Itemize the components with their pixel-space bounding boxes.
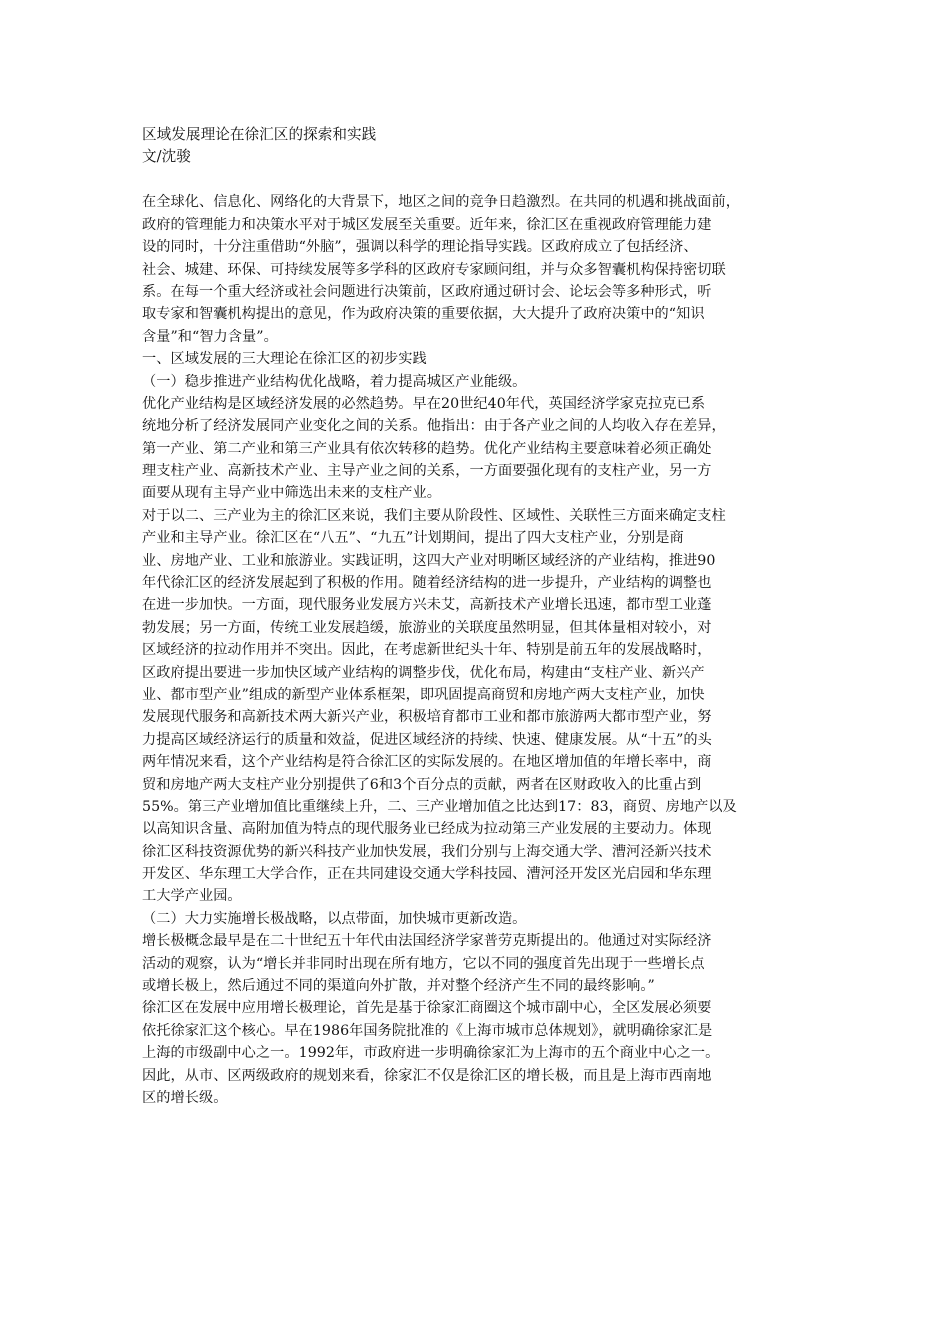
- body-line: 业、房地产业、工业和旅游业。实践证明，这四大产业对明晰区域经济的产业结构，推进90: [142, 552, 716, 569]
- body-line: 55%。第三产业增加值比重继续上升，二、三产业增加值之比达到17：83，商贸、房地产以及: [142, 798, 737, 815]
- body-line: 社会、城建、环保、可持续发展等多学科的区政府专家顾问组，并与众多智囊机构保持密切联: [142, 261, 726, 278]
- body-line: 政府的管理能力和决策水平对于城区发展至关重要。近年来，徐汇区在重视政府管理能力建: [142, 216, 712, 233]
- body-line: 因此，从市、区两级政府的规划来看，徐家汇不仅是徐汇区的增长极，而且是上海市西南地: [142, 1067, 712, 1084]
- document-page: [142, 124, 812, 1109]
- body-line: 增长极概念最早是在二十世纪五十年代由法国经济学家普劳克斯提出的。他通过对实际经济: [142, 933, 712, 950]
- body-line: 徐汇区科技资源优势的新兴科技产业加快发展，我们分别与上海交通大学、漕河泾新兴技术: [142, 843, 712, 860]
- body-line: 依托徐家汇这个核心。早在1986年国务院批准的《上海市城市总体规划》，就明确徐家汇是: [142, 1022, 713, 1039]
- subsection-heading: （一）稳步推进产业结构优化战略，着力提高城区产业能级。: [142, 373, 527, 390]
- blank-line: [142, 169, 812, 192]
- body-line: 年代徐汇区的经济发展起到了积极的作用。随着经济结构的进一步提升，产业结构的调整也: [142, 575, 712, 592]
- section-heading: 一、区域发展的三大理论在徐汇区的初步实践: [142, 351, 427, 368]
- body-line: 徐汇区在发展中应用增长极理论，首先是基于徐家汇商圈这个城市副中心，全区发展必须要: [142, 1000, 712, 1017]
- body-line: 以高知识含量、高附加值为特点的现代服务业已经成为拉动第三产业发展的主要动力。体现: [142, 821, 712, 838]
- article-title: 区域发展理论在徐汇区的探索和实践: [142, 126, 377, 143]
- body-line: 贸和房地产两大支柱产业分别提供了6和3个百分点的贡献，两者在区财政收入的比重占到: [142, 776, 702, 793]
- body-line: 力提高区域经济运行的质量和效益，促进区域经济的持续、快速、健康发展。从“十五”的头: [142, 731, 712, 748]
- body-line: 勃发展；另一方面，传统工业发展趋缓，旅游业的关联度虽然明显，但其体量相对较小，对: [142, 619, 712, 636]
- body-line: 或增长极上，然后通过不同的渠道向外扩散，并对整个经济产生不同的最终影响。”: [142, 978, 655, 995]
- body-line: 区政府提出要进一步加快区域产业结构的调整步伐，优化布局，构建由“支柱产业、新兴产: [142, 664, 705, 681]
- body-line: 系。在每一个重大经济或社会问题进行决策前，区政府通过研讨会、论坛会等多种形式，听: [142, 283, 712, 300]
- body-line: 统地分析了经济发展同产业变化之间的关系。他指出：由于各产业之间的人均收入存在差异，: [142, 418, 726, 435]
- body-line: 工大学产业园。: [142, 888, 242, 905]
- body-line: 对于以二、三产业为主的徐汇区来说，我们主要从阶段性、区域性、关联性三方面来确定支柱: [142, 507, 726, 524]
- body-line: 区域经济的拉动作用并不突出。因此，在考虑新世纪头十年、特别是前五年的发展战略时，: [142, 642, 712, 659]
- body-line: 取专家和智囊机构提出的意见，作为政府决策的重要依据，大大提升了政府决策中的“知识: [142, 306, 705, 323]
- article-byline: 文/沈骏: [142, 148, 191, 166]
- body-line: 区的增长级。: [142, 1090, 228, 1106]
- body-line: 第一产业、第二产业和第三产业具有依次转移的趋势。优化产业结构主要意味着必须正确处: [142, 440, 712, 457]
- body-line: 业、都市型产业”组成的新型产业体系框架，即巩固提高商贸和房地产两大支柱产业，加快: [142, 686, 705, 703]
- body-line: 优化产业结构是区域经济发展的必然趋势。早在20世纪40年代，英国经济学家克拉克已系: [142, 395, 706, 412]
- body-line: 理支柱产业、高新技术产业、主导产业之间的关系，一方面要强化现有的支柱产业，另一方: [142, 463, 712, 480]
- article-body: [142, 191, 812, 1109]
- body-line: 上海的市级副中心之一。1992年，市政府进一步明确徐家汇为上海市的五个商业中心之一。: [142, 1045, 720, 1062]
- subsection-heading: （二）大力实施增长极战略，以点带面，加快城市更新改造。: [142, 910, 527, 927]
- body-line: 产业和主导产业。徐汇区在“八五”、“九五”计划期间，提出了四大支柱产业，分别是商: [142, 530, 684, 547]
- body-line: 开发区、华东理工大学合作，正在共同建设交通大学科技园、漕河泾开发区光启园和华东理: [142, 866, 712, 883]
- body-line: 在进一步加快。一方面，现代服务业发展方兴未艾，高新技术产业增长迅速，都市型工业蓬: [142, 597, 712, 614]
- body-line: 活动的观察，认为“增长并非同时出现在所有地方，它以不同的强度首先出现于一些增长点: [142, 955, 705, 972]
- body-line: 面要从现有主导产业中筛选出未来的支柱产业。: [142, 485, 441, 502]
- body-line: 含量”和“智力含量”。: [142, 328, 278, 345]
- body-line: 在全球化、信息化、网络化的大背景下，地区之间的竞争日趋激烈。在共同的机遇和挑战面前，: [142, 194, 740, 211]
- body-line: 设的同时，十分注重借助“外脑”，强调以科学的理论指导实践。区政府成立了包括经济、: [142, 239, 698, 256]
- body-line: 两年情况来看，这个产业结构是符合徐汇区的实际发展的。在地区增加值的年增长率中，商: [142, 754, 712, 771]
- body-line: 发展现代服务和高新技术两大新兴产业，积极培育都市工业和都市旅游两大都市型产业，努: [142, 709, 712, 726]
